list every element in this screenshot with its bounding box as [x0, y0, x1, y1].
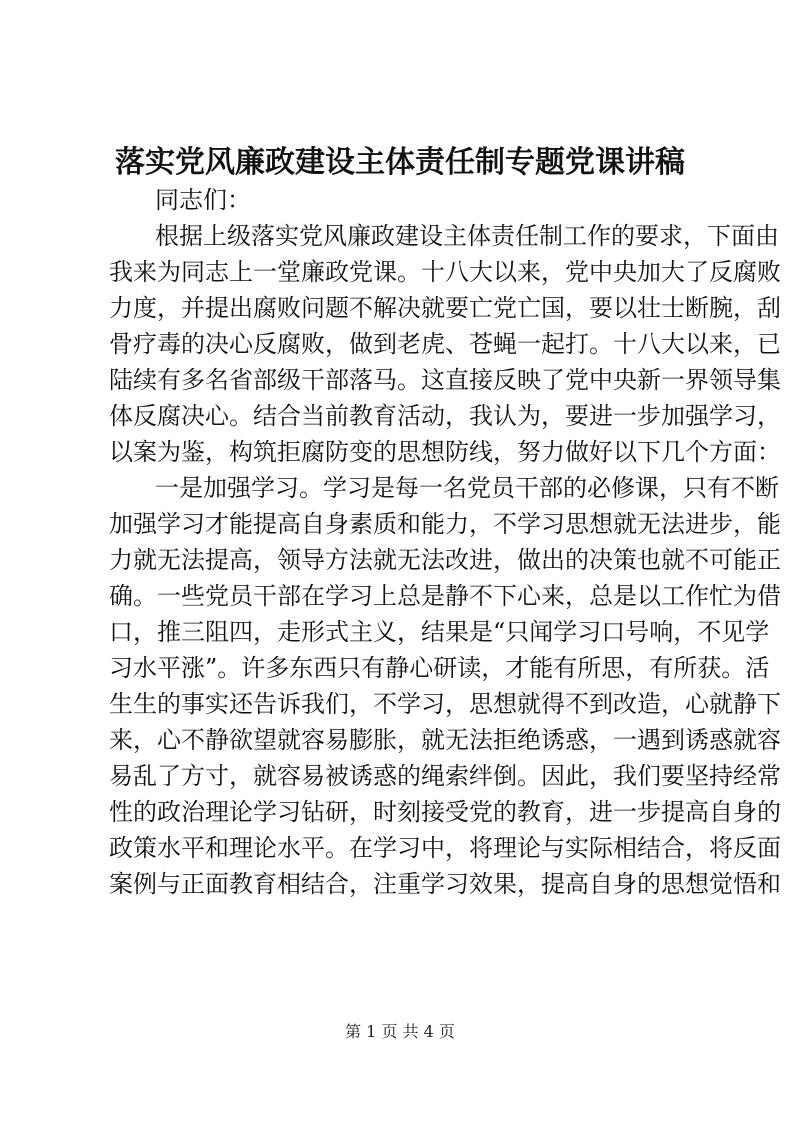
paragraph-1-line-3: 力度，并提出腐败问题不解决就要亡党亡国，要以壮士断腕，刮 — [109, 294, 781, 322]
paragraph-1-line-6: 体反腐决心。结合当前教育活动，我认为，要进一步加强学习， — [109, 402, 781, 430]
paragraph-2-line-4: 确。一些党员干部在学习上总是静不下心来，总是以工作忙为借 — [109, 582, 781, 610]
paragraph-2-line-7: 生生的事实还告诉我们，不学习，思想就得不到改造，心就静下 — [109, 690, 781, 718]
paragraph-2-line-2: 加强学习才能提高自身素质和能力，不学习思想就无法进步，能 — [109, 510, 781, 538]
document-title: 落实党风廉政建设主体责任制专题党课讲稿 — [115, 145, 685, 180]
paragraph-1-line-1: 根据上级落实党风廉政建设主体责任制工作的要求，下面由 — [155, 222, 779, 250]
paragraph-2-line-10: 性的政治理论学习钻研，时刻接受党的教育，进一步提高自身的 — [109, 798, 781, 826]
paragraph-1-line-7: 以案为鉴，构筑拒腐防变的思想防线，努力做好以下几个方面： — [109, 438, 781, 466]
paragraph-1-line-4: 骨疗毒的决心反腐败，做到老虎、苍蝇一起打。十八大以来，已 — [109, 330, 781, 358]
paragraph-2-line-8: 来，心不静欲望就容易膨胀，就无法拒绝诱惑，一遇到诱惑就容 — [109, 726, 781, 754]
paragraph-2-line-12: 案例与正面教育相结合，注重学习效果，提高自身的思想觉悟和 — [109, 870, 781, 898]
paragraph-1-line-5: 陆续有多名省部级干部落马。这直接反映了党中央新一界领导集 — [109, 366, 781, 394]
paragraph-2-line-6: 习水平涨”。许多东西只有静心研读，才能有所思，有所获。活 — [109, 654, 770, 682]
paragraph-2-line-9: 易乱了方寸，就容易被诱惑的绳索绊倒。因此，我们要坚持经常 — [109, 762, 781, 790]
paragraph-2-line-1: 一是加强学习。学习是每一名党员干部的必修课，只有不断 — [155, 474, 779, 502]
paragraph-1-line-2: 我来为同志上一堂廉政党课。十八大以来，党中央加大了反腐败 — [109, 258, 781, 286]
paragraph-2-line-5: 口，推三阻四，走形式主义，结果是“只闻学习口号响，不见学 — [109, 618, 770, 646]
paragraph-2-line-3: 力就无法提高，领导方法就无法改进，做出的决策也就不可能正 — [109, 546, 781, 574]
salutation: 同志们： — [155, 186, 251, 214]
document-body — [109, 182, 781, 902]
page-number-footer: 第 1 页 共 4 页 — [345, 1022, 455, 1041]
paragraph-2-line-11: 政策水平和理论水平。在学习中，将理论与实际相结合，将反面 — [109, 834, 781, 862]
